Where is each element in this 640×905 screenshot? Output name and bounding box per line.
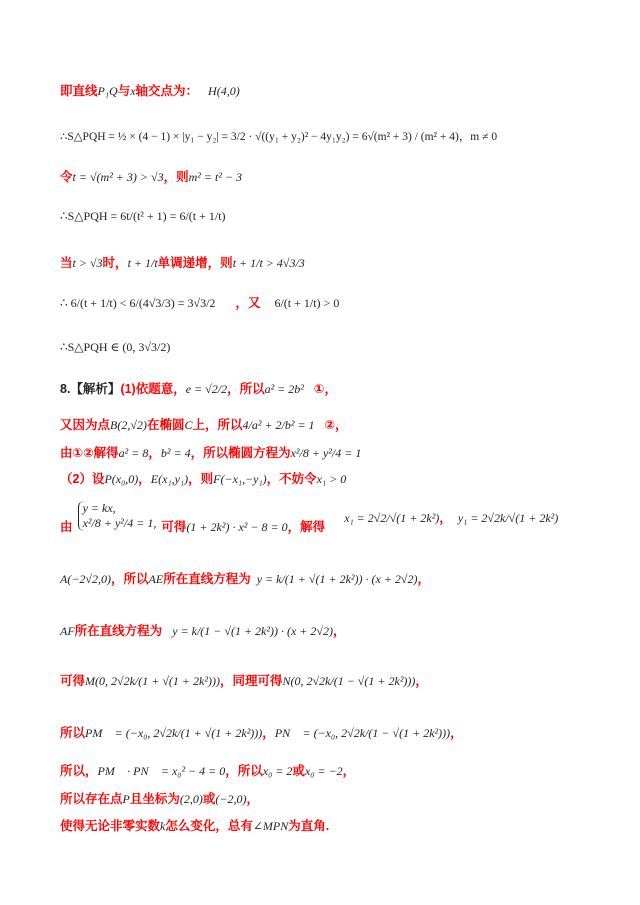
math-k: k	[160, 819, 166, 833]
math-angle: ∠MPN	[252, 819, 289, 833]
math-sys1: y = kx,	[82, 501, 116, 515]
line-substitution	[60, 166, 242, 185]
line-p8-solve	[60, 442, 361, 461]
text: ，	[415, 674, 428, 688]
text: 使得无论非零实数	[60, 819, 161, 833]
text: 所以，	[60, 764, 98, 778]
line-p8-dot	[60, 760, 355, 779]
text: ，所以	[227, 382, 265, 396]
equation-system	[78, 501, 157, 531]
math-ae-eq: y = k/(1 + √(1 + 2k²)) · (x + 2√2)	[256, 572, 418, 586]
text: 可得	[60, 674, 86, 688]
line-p8-conclusion	[60, 815, 329, 834]
math-lower: 6/(t + 1/t) > 0	[274, 296, 340, 310]
math-ineq: t + 1/t > 4√3/3	[232, 256, 305, 270]
text: ，	[138, 472, 151, 486]
text: 为直角.	[288, 819, 330, 833]
math-af-eq: y = k/(1 − √(1 + 2k²)) · (x + 2√2)	[172, 624, 333, 638]
math-af: AF	[60, 624, 75, 638]
text: 在椭圆	[146, 418, 185, 432]
text: 由①②解得	[60, 446, 119, 460]
text: ，	[262, 726, 275, 740]
text: 又因为点	[60, 418, 111, 432]
math-dot: PM⃗ · PN⃗ = x₀² − 4 = 0	[97, 764, 226, 778]
line-p8-mn	[60, 670, 428, 689]
math-t-def: t = √(m² + 3) > √3	[72, 170, 164, 184]
problem-header: 8.【解析】	[60, 382, 121, 396]
text: 可得	[161, 520, 187, 534]
math-x1: x₁ > 0	[316, 472, 347, 486]
math-eq2: 4/a² + 2/b² = 1	[242, 418, 315, 432]
text: 单调递增，则	[157, 256, 233, 270]
line-area-expression	[60, 125, 497, 144]
math-t-plus: t + 1/t	[127, 256, 158, 270]
math-cond: ，m ≠ 0	[458, 131, 498, 143]
math-b2: b² = 4	[160, 446, 191, 460]
text: 与	[117, 84, 131, 98]
text: ，	[417, 572, 431, 586]
text: ，不妨令	[266, 472, 317, 486]
line-p8-vectors	[60, 722, 463, 741]
text: 所以存在点	[60, 792, 123, 806]
math-y1-sol: y₁ = 2√2k/√(1 + 2k²)	[457, 510, 559, 525]
math-t-gt: t > √3	[72, 256, 103, 270]
text: 时，	[102, 256, 128, 270]
text: 或	[292, 764, 305, 778]
math-e-pt: E(x₁,y₁)	[150, 472, 189, 486]
math-p1q: P₁Q	[97, 84, 118, 98]
math-x0a: x₀ = 2	[262, 764, 293, 778]
text: ，	[450, 726, 463, 740]
math-area-t: ∴S△PQH = 6t/(t² + 1) = 6/(t + 1/t)	[60, 209, 226, 223]
math-m: M(0, 2√2k/(1 + √(1 + 2k²)))	[85, 674, 220, 688]
line-area-in-t	[60, 205, 226, 224]
math-a2b2: a² = 2b²	[264, 382, 304, 396]
text: 怎么变化，总有	[165, 819, 253, 833]
math-ae: AE	[148, 572, 164, 586]
text: ，则	[163, 170, 189, 184]
text: （2）设	[60, 472, 105, 486]
text: ，	[148, 446, 161, 460]
line-p8-ae	[60, 568, 430, 587]
line-intersection-h	[60, 80, 240, 99]
text: (1)依题意，	[120, 382, 186, 396]
text: ，	[439, 510, 452, 525]
text: 所在直线方程为	[74, 624, 163, 638]
line-monotonic	[60, 252, 305, 271]
line-p8-exists	[60, 788, 259, 807]
math-h: H(4,0)	[208, 84, 240, 98]
text: ，所以	[111, 572, 149, 586]
line-bound	[60, 292, 339, 311]
text: ，所以椭圆方程为	[190, 446, 291, 460]
text: ②，	[324, 418, 348, 432]
math-sys2: x²/8 + y²/4 = 1,	[82, 516, 157, 530]
text: 轴交点为：	[135, 84, 199, 98]
math-x: x	[130, 84, 136, 98]
math-f: F(−x₁,−y₁)	[213, 472, 267, 486]
text: 即直线	[60, 84, 98, 98]
text: ，同理可得	[219, 674, 283, 688]
math-x1-sol: x₁ = 2√2/√(1 + 2k²)	[344, 510, 440, 525]
math-p: P(x₀,0)	[104, 472, 139, 486]
line-p8-head	[60, 378, 337, 397]
text: ，则	[188, 472, 214, 486]
text: ，解得	[287, 520, 326, 534]
math-coord2: (−2,0)	[215, 792, 247, 806]
text: 上，所以	[192, 418, 243, 432]
text: ①，	[313, 382, 337, 396]
math-pm: PM⃗ = (−x₀, 2√2k/(1 + √(1 + 2k²)))	[85, 726, 263, 740]
text: 令	[60, 170, 73, 184]
text: ，	[246, 792, 259, 806]
text: 或	[202, 792, 216, 806]
text: 当	[60, 256, 73, 270]
math-area: ∴S△PQH = ½ × (4 − 1) × |y₁ − y₂| = 3/2 · √((y₁ + y₂)² − 4y₁y₂) = 6√(m² + 3) / (m² + 4)	[60, 131, 459, 143]
text: 所在直线方程为	[163, 572, 251, 586]
math-quad: (1 + 2k²) · x² − 8 = 0	[186, 520, 288, 534]
line-p8-system	[60, 497, 558, 535]
text: ，	[332, 624, 346, 638]
text: 且坐标为	[129, 792, 180, 806]
line-p8-part2	[60, 468, 346, 487]
text: 由	[60, 520, 73, 534]
line-p8-point-b	[60, 414, 348, 433]
math-a: A(−2√2,0)	[60, 572, 112, 586]
text: ，又	[235, 296, 261, 310]
math-range: ∴S△PQH ∈ (0, 3√3/2)	[60, 340, 171, 354]
math-upper: ∴ 6/(t + 1/t) < 6/(4√3/3) = 3√3/2	[60, 296, 216, 310]
text: ，	[342, 764, 356, 778]
line-range	[60, 336, 170, 355]
math-c: C	[184, 418, 193, 432]
math-p-pt: P	[122, 792, 130, 806]
math-ellipse: x²/8 + y²/4 = 1	[290, 446, 362, 460]
math-m2: m² = t² − 3	[188, 170, 242, 184]
math-e: e = √2/2	[185, 382, 228, 396]
math-coord1: (2,0)	[179, 792, 203, 806]
text: 所以	[60, 726, 86, 740]
math-b: B(2,√2)	[110, 418, 147, 432]
math-n: N(0, 2√2k/(1 − √(1 + 2k²)))	[282, 674, 416, 688]
text: ，所以	[225, 764, 263, 778]
math-pn: PN⃗ = (−x₀, 2√2k/(1 − √(1 + 2k²)))	[274, 726, 451, 740]
math-a2: a² = 8	[118, 446, 149, 460]
math-x0b: x₀ = −2	[304, 764, 343, 778]
line-p8-af	[60, 620, 345, 639]
